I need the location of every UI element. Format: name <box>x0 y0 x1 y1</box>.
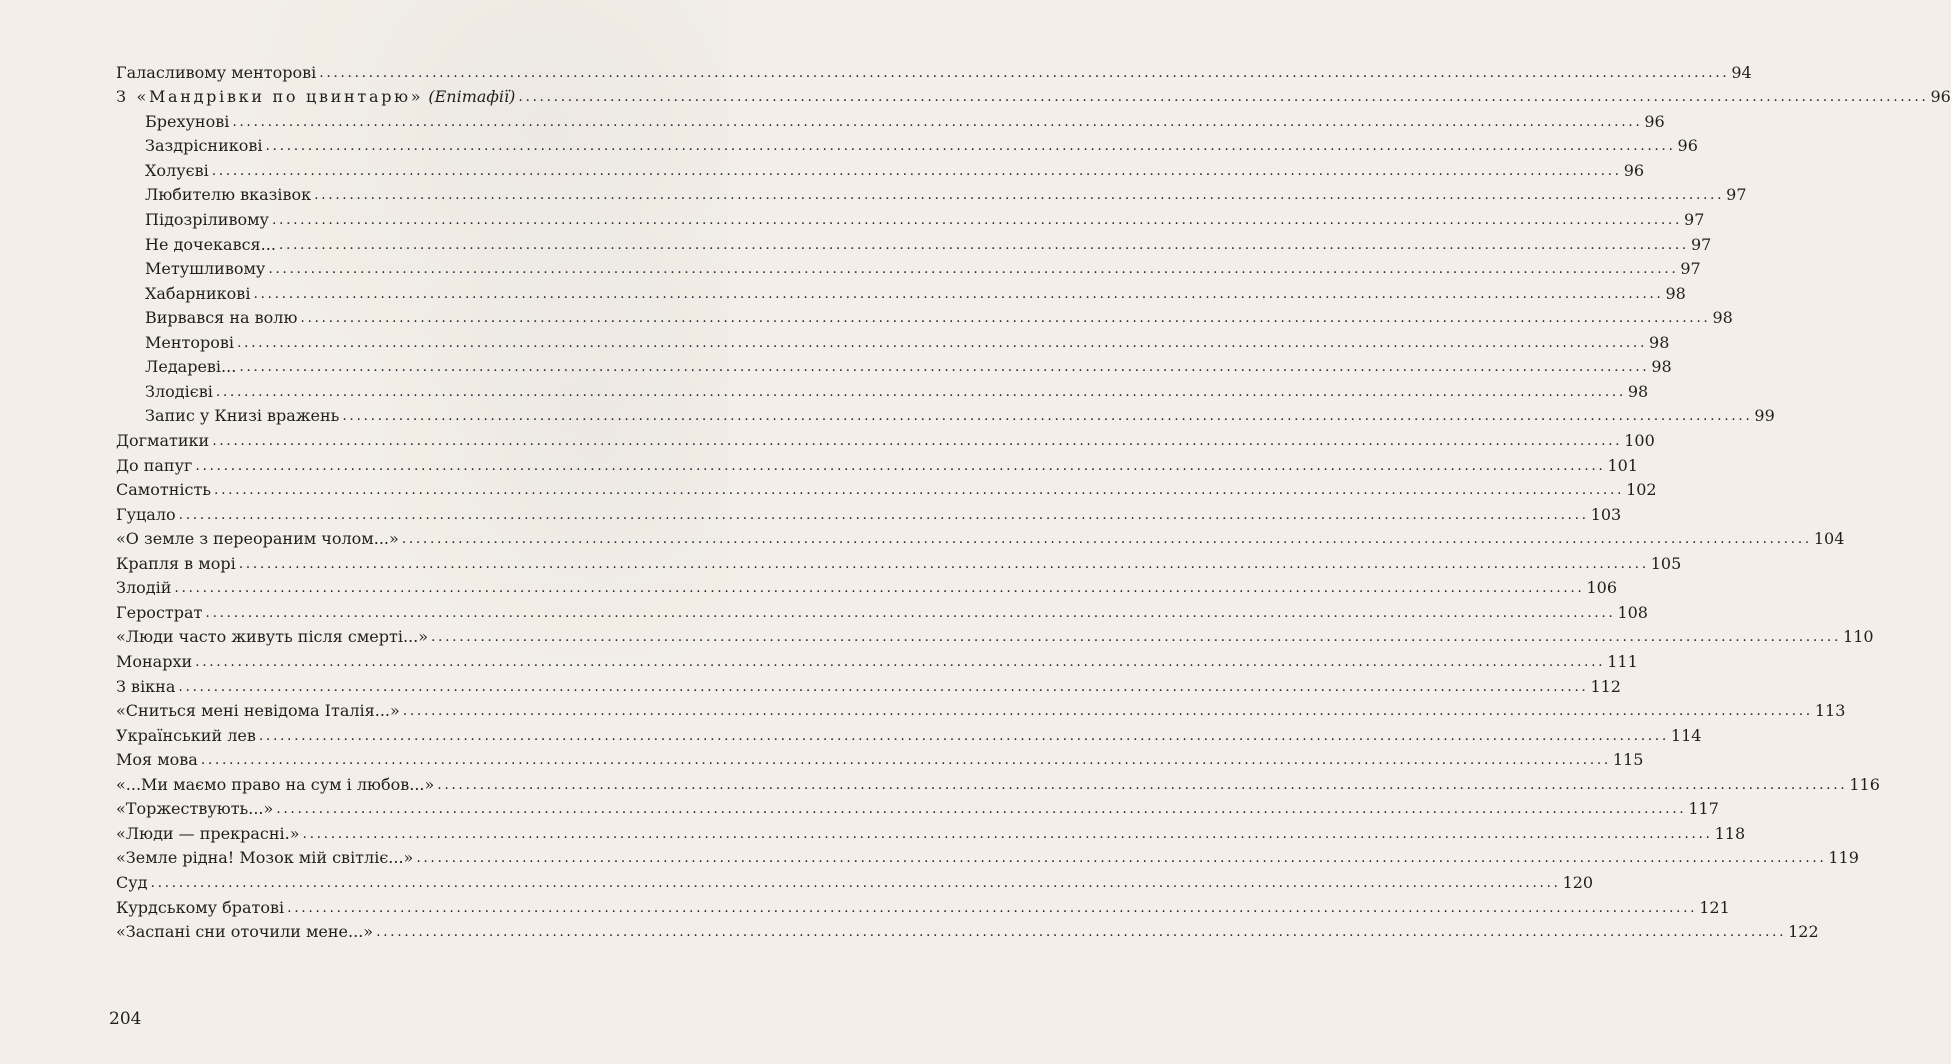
toc-entry-title: Хабарникові <box>145 284 251 303</box>
toc-entry-title: «Заспані сни оточили мене...» <box>116 922 374 941</box>
toc-entry-page-number: 98 <box>1651 357 1672 376</box>
toc-leader-dots: ........................................................................................................................................................................................................ <box>253 286 1664 302</box>
toc-entry-title: З вікна <box>116 677 176 696</box>
toc-leader-dots: ........................................................................................................................................................................................................ <box>287 900 1698 916</box>
toc-entry-3 <box>145 111 1665 133</box>
toc-entry-title: Злодієві <box>145 382 213 401</box>
toc-entry-title: Гуцало <box>116 505 176 524</box>
toc-leader-dots: ........................................................................................................................................................................................................ <box>276 801 1687 817</box>
toc-leader-dots: ........................................................................................................................................................................................................ <box>437 777 1848 793</box>
toc-leader-dots: ........................................................................................................................................................................................................ <box>342 408 1753 424</box>
toc-entry-35 <box>116 897 1730 919</box>
toc-leader-dots: ........................................................................................................................................................................................................ <box>178 679 1589 695</box>
toc-leader-dots: ........................................................................................................................................................................................................ <box>402 703 1813 719</box>
toc-leader-dots: ........................................................................................................................................................................................................ <box>258 728 1669 744</box>
toc-entry-title: Менторові <box>145 333 234 352</box>
toc-entry-8 <box>145 234 1712 256</box>
toc-entry-page-number: 100 <box>1624 431 1655 450</box>
toc-entry-5 <box>145 160 1645 182</box>
toc-entry-2 <box>116 86 1951 108</box>
toc-entry-title: Галасливому менторові <box>116 63 317 82</box>
toc-entry-21 <box>116 553 1682 575</box>
toc-entry-page-number: 98 <box>1712 308 1733 327</box>
toc-leader-dots: ........................................................................................................................................................................................................ <box>237 335 1648 351</box>
toc-leader-dots: ........................................................................................................................................................................................................ <box>300 310 1711 326</box>
toc-entry-22 <box>116 577 1617 599</box>
toc-leader-dots: ........................................................................................................................................................................................................ <box>195 458 1606 474</box>
toc-entry-page-number: 122 <box>1788 922 1819 941</box>
toc-entry-24 <box>116 626 1874 648</box>
toc-entry-page-number: 118 <box>1714 824 1746 843</box>
toc-leader-dots: ........................................................................................................................................................................................................ <box>215 384 1626 400</box>
toc-entry-27 <box>116 700 1846 722</box>
toc-entry-6 <box>145 184 1747 206</box>
toc-leader-dots: ........................................................................................................................................................................................................ <box>211 163 1622 179</box>
toc-entry-11 <box>145 307 1733 329</box>
toc-entry-title: Злодій <box>116 578 172 597</box>
toc-entry-title: Метушливому <box>145 259 266 278</box>
toc-entry-31 <box>116 798 1719 820</box>
toc-entry-page-number: 97 <box>1726 185 1747 204</box>
toc-entry-34 <box>116 872 1594 894</box>
toc-entry-title-main: З «Мандрівки по цвинтарю» <box>116 87 424 106</box>
toc-entry-page-number: 116 <box>1849 775 1880 794</box>
toc-entry-page-number: 121 <box>1699 898 1730 917</box>
toc-entry-title-suffix: (Епітафії) <box>423 87 516 106</box>
toc-entry-page-number: 110 <box>1843 627 1874 646</box>
toc-entry-title <box>116 86 515 108</box>
toc-entry-1 <box>116 62 1752 84</box>
toc-entry-28 <box>116 725 1702 747</box>
toc-entry-page-number: 97 <box>1680 259 1701 278</box>
toc-leader-dots: ........................................................................................................................................................................................................ <box>205 605 1616 621</box>
toc-entry-page-number: 112 <box>1590 677 1621 696</box>
toc-entry-15 <box>145 405 1775 427</box>
toc-entry-page-number: 98 <box>1627 382 1649 401</box>
toc-entry-title: Український лев <box>116 726 256 745</box>
toc-entry-26 <box>116 676 1621 698</box>
toc-leader-dots: ........................................................................................................................................................................................................ <box>232 114 1643 130</box>
toc-entry-page-number: 113 <box>1814 701 1846 720</box>
toc-entry-page-number: 99 <box>1754 406 1775 425</box>
toc-leader-dots: ........................................................................................................................................................................................................ <box>239 359 1650 375</box>
toc-leader-dots: ........................................................................................................................................................................................................ <box>195 654 1606 670</box>
toc-entry-14 <box>145 381 1649 403</box>
toc-leader-dots: ........................................................................................................................................................................................................ <box>302 826 1713 842</box>
toc-leader-dots: ........................................................................................................................................................................................................ <box>431 629 1842 645</box>
toc-entry-9 <box>145 258 1701 280</box>
toc-entry-title: Самотність <box>116 480 212 499</box>
toc-entry-page-number: 105 <box>1650 554 1682 573</box>
toc-entry-page-number: 98 <box>1665 284 1686 303</box>
toc-leader-dots: ........................................................................................................................................................................................................ <box>278 237 1689 253</box>
toc-entry-18 <box>116 479 1657 501</box>
toc-entry-title: Брехунові <box>145 112 230 131</box>
toc-entry-page-number: 108 <box>1617 603 1648 622</box>
toc-entry-page-number: 104 <box>1813 529 1845 548</box>
toc-entry-17 <box>116 455 1638 477</box>
toc-entry-title: Холуєві <box>145 161 209 180</box>
toc-entry-page-number: 97 <box>1684 210 1705 229</box>
toc-leader-dots: ........................................................................................................................................................................................................ <box>174 580 1585 596</box>
toc-entry-title: Моя мова <box>116 750 198 769</box>
toc-entry-page-number: 96 <box>1644 112 1665 131</box>
toc-entry-title: Підозріливому <box>145 210 269 229</box>
toc-entry-page-number: 94 <box>1731 63 1752 82</box>
toc-entry-13 <box>145 356 1672 378</box>
toc-leader-dots: ........................................................................................................................................................................................................ <box>314 187 1725 203</box>
toc-entry-page-number: 120 <box>1562 873 1594 892</box>
toc-leader-dots: ........................................................................................................................................................................................................ <box>416 850 1827 866</box>
toc-entry-title: «Торжествують...» <box>116 799 274 818</box>
toc-entry-page-number: 98 <box>1649 333 1670 352</box>
toc-leader-dots: ........................................................................................................................................................................................................ <box>238 556 1649 572</box>
toc-entry-title: Крапля в морі <box>116 554 236 573</box>
toc-entry-page-number: 101 <box>1607 456 1638 475</box>
toc-entry-36 <box>116 921 1819 943</box>
toc-entry-title: «Люди — прекрасні.» <box>116 824 300 843</box>
toc-leader-dots: ........................................................................................................................................................................................................ <box>401 531 1812 547</box>
toc-leader-dots: ........................................................................................................................................................................................................ <box>268 261 1679 277</box>
toc-entry-page-number: 103 <box>1590 505 1622 524</box>
toc-entry-16 <box>116 430 1655 452</box>
toc-leader-dots: ........................................................................................................................................................................................................ <box>150 875 1561 891</box>
toc-entry-title: Вирвався на волю <box>145 308 298 327</box>
toc-entry-10 <box>145 283 1686 305</box>
toc-entry-32 <box>116 823 1746 845</box>
toc-entry-12 <box>145 332 1670 354</box>
toc-entry-title: «Земле рідна! Мозок мій світліє...» <box>116 848 414 867</box>
toc-leader-dots: ........................................................................................................................................................................................................ <box>200 752 1611 768</box>
toc-entry-title: «О земле з переораним чолом...» <box>116 529 399 548</box>
toc-entry-20 <box>116 528 1845 550</box>
toc-entry-title: Запис у Книзі вражень <box>145 406 340 425</box>
toc-entry-title: «Сниться мені невідома Італія...» <box>116 701 400 720</box>
toc-entry-title: «Люди часто живуть після смерті...» <box>116 627 428 646</box>
toc-entry-title: Ледареві... <box>145 357 237 376</box>
toc-entry-23 <box>116 602 1648 624</box>
toc-entry-25 <box>116 651 1638 673</box>
toc-entry-title: Монархи <box>116 652 193 671</box>
toc-entry-29 <box>116 749 1644 771</box>
toc-entry-page-number: 111 <box>1607 652 1638 671</box>
toc-leader-dots: ........................................................................................................................................................................................................ <box>376 924 1787 940</box>
toc-entry-7 <box>145 209 1705 231</box>
toc-entry-page-number: 97 <box>1690 235 1712 254</box>
toc-entry-page-number: 96 <box>1677 136 1698 155</box>
toc-leader-dots: ........................................................................................................................................................................................................ <box>178 507 1589 523</box>
toc-entry-title: Не дочекався... <box>145 235 276 254</box>
toc-entry-page-number: 119 <box>1828 848 1859 867</box>
toc-entry-30 <box>116 774 1880 796</box>
toc-entry-page-number: 96 <box>1623 161 1645 180</box>
toc-entry-title: Любителю вказівок <box>145 185 312 204</box>
page-number-footer: 204 <box>109 1009 142 1029</box>
toc-leader-dots: ........................................................................................................................................................................................................ <box>214 482 1625 498</box>
toc-entry-title: Суд <box>116 873 148 892</box>
toc-entry-page-number: 115 <box>1612 750 1644 769</box>
toc-entry-19 <box>116 504 1622 526</box>
toc-entry-title: До папуг <box>116 456 193 475</box>
toc-entry-page-number: 114 <box>1670 726 1702 745</box>
toc-leader-dots: ........................................................................................................................................................................................................ <box>265 138 1676 154</box>
toc-entry-33 <box>116 847 1859 869</box>
toc-entry-title: Заздрісникові <box>145 136 263 155</box>
toc-entry-page-number: 106 <box>1586 578 1617 597</box>
toc-entry-page-number: 117 <box>1688 799 1719 818</box>
toc-entry-title: Курдському братові <box>116 898 285 917</box>
toc-entry-title: «...Ми маємо право на сум і любов...» <box>116 775 435 794</box>
toc-leader-dots: ........................................................................................................................................................................................................ <box>518 89 1929 105</box>
toc-leader-dots: ........................................................................................................................................................................................................ <box>319 65 1730 81</box>
toc-entry-4 <box>145 135 1698 157</box>
toc-entry-title: Догматики <box>116 431 210 450</box>
toc-entry-title: Герострат <box>116 603 203 622</box>
toc-entry-page-number: 96 <box>1930 87 1951 106</box>
toc-leader-dots: ........................................................................................................................................................................................................ <box>212 433 1623 449</box>
toc-leader-dots: ........................................................................................................................................................................................................ <box>271 212 1683 228</box>
toc-entry-page-number: 102 <box>1626 480 1657 499</box>
